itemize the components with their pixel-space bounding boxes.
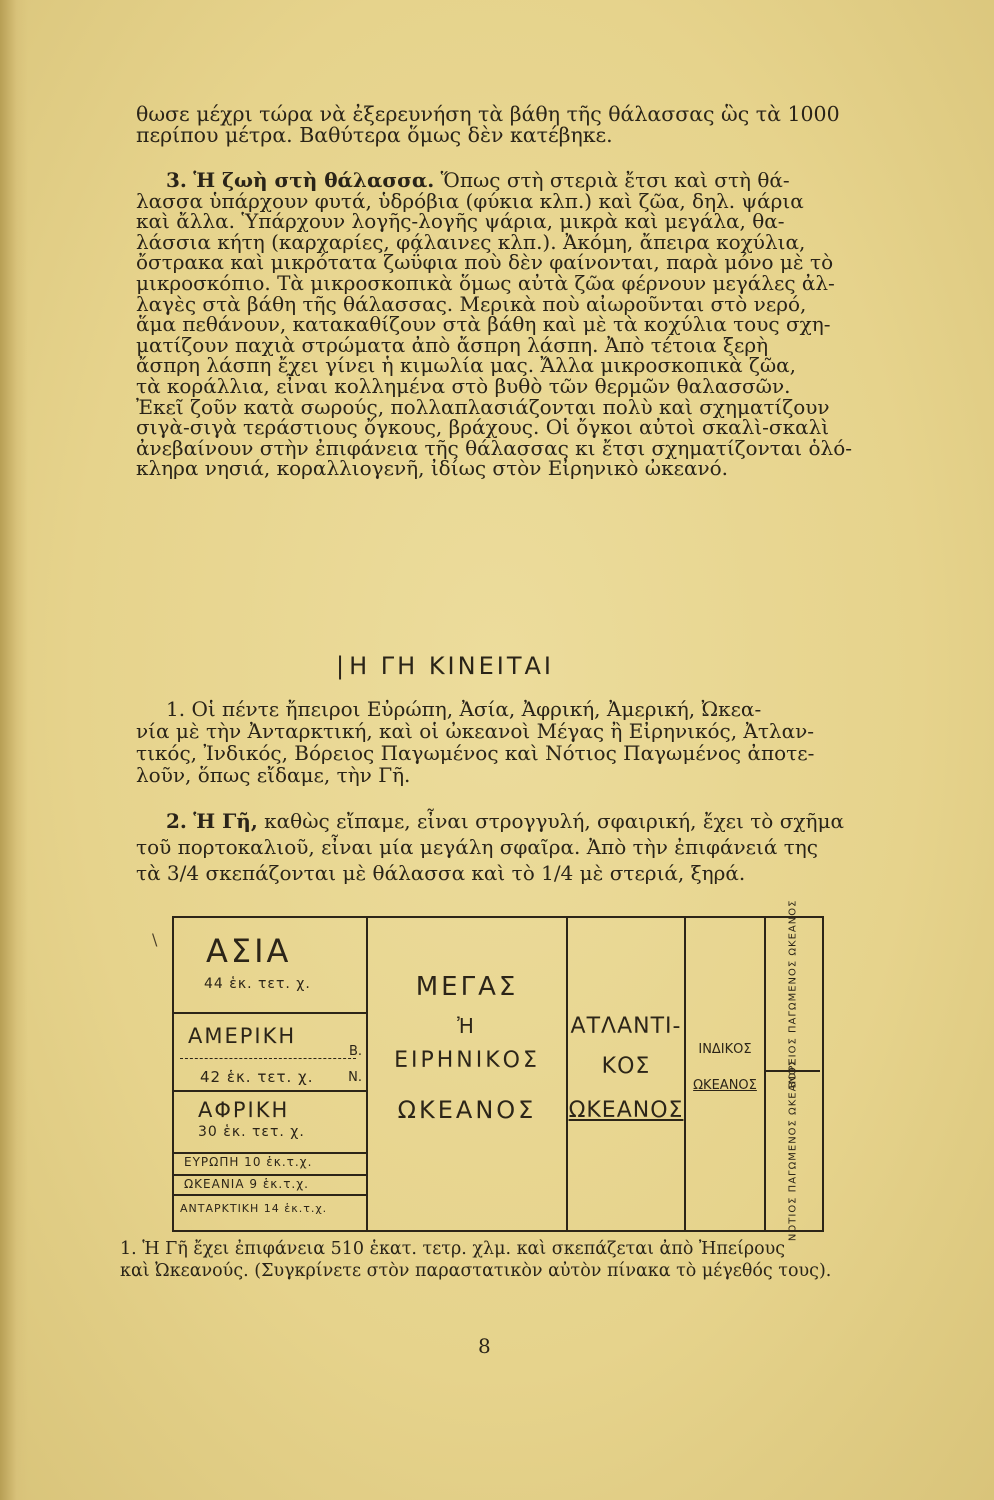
america-divider	[180, 1058, 356, 1059]
atlantic-column	[568, 918, 686, 1230]
north-mark: Β.	[348, 1044, 362, 1059]
europe-label: ΕΥΡΩΠΗ 10 ἑκ.τ.χ.	[184, 1155, 313, 1169]
text-line: λοῦν, ὅπως εἴδαμε, τὴν Γῆ.	[136, 763, 411, 787]
antarctica-cell	[174, 1196, 366, 1228]
stray-mark: \	[152, 930, 158, 949]
arctic-cell	[766, 899, 820, 1089]
page-edge-shadow	[0, 0, 28, 1500]
text-line: ματίζουν παχιὰ στρώματα ἀπὸ ἄσπρη λάσπη. Ἀπὸ τέτοια ξερὴ	[136, 332, 769, 357]
text-line: τὰ 3/4 σκεπάζονται μὲ θάλασσα καὶ τὸ 1/4 μὲ στεριά, ξηρά.	[136, 861, 746, 885]
pacific-line: Ἠ	[457, 1014, 477, 1038]
page-number: 8	[478, 1334, 491, 1358]
atlantic-line: ΚΟΣ	[601, 1054, 651, 1079]
earth-surface-table	[172, 899, 824, 1242]
text-line: Ὅπως στὴ στεριὰ ἔτσι καὶ στὴ θά-	[440, 168, 790, 192]
africa-name: ΑΦΡΙΚΗ	[198, 1098, 290, 1122]
text-line: Οἱ πέντε ἤπειροι Εὐρώπη, Ἀσία, Ἀφρική, Ἀμερική, Ὠκεα-	[191, 697, 762, 721]
chapter-heading	[336, 652, 554, 680]
america-name: ΑΜΕΡΙΚΗ	[188, 1024, 297, 1048]
text-line: ὄστρακα καὶ μικρότατα ζωΰφια ποὺ δὲν φαίνονται, παρὰ μόνο μὲ τὸ	[136, 250, 834, 275]
intro-paragraph	[136, 104, 872, 145]
text-line: λασσα ὑπάρχουν φυτά, ὑδρόβια (φύκια κλπ.) καὶ ζῶα, δηλ. ψάρια	[136, 188, 804, 213]
bracket-mark: |	[336, 652, 348, 680]
text-line: περίπου μέτρα. Βαθύτερα ὅμως δὲν κατέβηκε.	[136, 122, 613, 147]
polar-oceans-column	[766, 899, 820, 1242]
atlantic-line: ΑΤΛΑΝΤΙ-	[570, 1014, 682, 1039]
text-line: μικροσκόπιο. Τὰ μικροσκοπικὰ ὅμως αὐτὰ ζῶα φέρνουν μεγάλες ἀλ-	[136, 270, 835, 295]
caption-line: καὶ Ὠκεανούς. (Συγκρίνετε στὸν παραστατικὸν αὐτὸν πίνακα τὸ μέγεθός τους).	[120, 1261, 832, 1281]
oceania-cell	[174, 1176, 366, 1196]
text-line: τοῦ πορτοκαλιοῦ, εἶναι μία μεγάλη σφαῖρα. Ἀπὸ τὴν ἐπιφάνειά της	[136, 835, 818, 859]
africa-area: 30 ἑκ. τετ. χ.	[198, 1124, 305, 1140]
chapter-heading-text: Η ΓΗ ΚΙΝΕΙΤΑΙ	[349, 652, 554, 680]
america-area: 42 ἑκ. τετ. χ.	[200, 1068, 314, 1086]
section-number: 3.	[166, 168, 187, 192]
antarctica-label: ΑΝΤΑΡΚΤΙΚΗ 14 ἑκ.τ.χ.	[180, 1202, 328, 1215]
antarctic-ocean-cell	[766, 1058, 820, 1242]
asia-cell	[174, 918, 366, 1014]
asia-name: ΑΣΙΑ	[206, 932, 292, 970]
text-line: νία μὲ τὴν Ἀνταρκτική, καὶ οἱ ὠκεανοὶ Μέγας ἢ Εἰρηνικός, Ἀτλαν-	[136, 719, 815, 743]
america-cell	[174, 1014, 366, 1092]
section-title: Ἡ ζωὴ στὴ θάλασσα.	[193, 168, 435, 192]
paragraph-number: 1.	[166, 697, 186, 721]
asia-area: 44 ἑκ. τετ. χ.	[204, 976, 311, 992]
text-line: ἄσπρη λάσπη ἔχει γίνει ἡ κιμωλία μας. Ἄλλα μικροσκοπικὰ ζῶα,	[136, 353, 797, 378]
pacific-line: ΕΙΡΗΝΙΚΟΣ	[394, 1048, 540, 1073]
table-caption	[120, 1238, 880, 1282]
paragraph-2	[136, 808, 872, 886]
text-line: θωσε μέχρι τώρα νὰ ἐξερευνήση τὰ βάθη τῆς θάλασσας ὣς τὰ 1000	[136, 102, 840, 126]
text-line: κληρα νησιά, κοραλλιογενῆ, ἰδίως στὸν Εἰρηνικὸ ὠκεανό.	[136, 456, 729, 481]
continents-column	[174, 918, 368, 1230]
indian-line: ΙΝΔΙΚΟΣ	[698, 1042, 752, 1057]
antarctic-ocean-label: ΝΟΤΙΟΣ ΠΑΓΩΜΕΝΟΣ ΩΚΕΑΝΟΣ	[787, 1058, 799, 1242]
text-line: σιγὰ-σιγὰ τεράστιους ὄγκους, βράχους. Οἱ ὄγκοι αὐτοὶ σκαλὶ-σκαλὶ	[136, 415, 830, 440]
south-mark: Ν.	[348, 1070, 362, 1085]
text-line: ἅμα πεθάνουν, κατακαθίζουν στὰ βάθη καὶ μὲ τὰ κοχύλια τους σχη-	[136, 312, 831, 337]
pacific-line: ΜΕΓΑΣ	[415, 972, 519, 1002]
pacific-line: ΩΚΕΑΝΟΣ	[397, 1096, 537, 1124]
paragraph-number: 2.	[166, 809, 187, 833]
pacific-column	[368, 918, 568, 1230]
paragraph-1	[136, 698, 872, 786]
text-line: Ἐκεῖ ζοῦν κατὰ σωρούς, πολλαπλασιάζονται πολὺ καὶ σχηματίζουν	[136, 394, 830, 419]
oceania-label: ΩΚΕΑΝΙΑ 9 ἑκ.τ.χ.	[184, 1177, 309, 1191]
atlantic-line: ΩΚΕΑΝΟΣ	[568, 1098, 684, 1123]
text-line: λάσσια κήτη (καρχαρίες, φάλαινες κλπ.). Ἀκόμη, ἄπειρα κοχύλια,	[136, 229, 806, 254]
indian-line: ΩΚΕΑΝΟΣ	[693, 1078, 757, 1093]
europe-cell	[174, 1154, 366, 1176]
paragraph-title: Ἡ Γῆ,	[193, 809, 258, 833]
text-line: τικός, Ἰνδικός, Βόρειος Παγωμένος καὶ Νότιος Παγωμένος ἀποτε-	[136, 741, 815, 765]
africa-cell	[174, 1092, 366, 1154]
text-line: καθὼς εἴπαμε, εἶναι στρογγυλή, σφαιρική, ἔχει τὸ σχῆμα	[264, 809, 844, 833]
text-line: τὰ κοράλλια, εἶναι κολλημένα στὸ βυθὸ τῶν θερμῶν θαλασσῶν.	[136, 373, 791, 398]
indian-column	[686, 918, 766, 1230]
text-line: ἀνεβαίνουν στὴν ἐπιφάνεια τῆς θάλασσας κι ἔτσι σχηματίζονται ὁλό-	[136, 435, 853, 460]
caption-line: 1. Ἡ Γῆ ἔχει ἐπιφάνεια 510 ἑκατ. τετρ. χλμ. καὶ σκεπάζεται ἀπὸ Ἠπείρους	[120, 1239, 786, 1259]
text-line: καὶ ἄλλα. Ὑπάρχουν λογῆς-λογῆς ψάρια, μικρὰ καὶ μεγάλα, θα-	[136, 209, 785, 234]
text-line: λαγὲς στὰ βάθη τῆς θάλασσας. Μερικὰ ποὺ αἰωροῦνται στὸ νερό,	[136, 291, 807, 316]
arctic-label: ΒΟΡΕΙΟΣ ΠΑΓΩΜΕΝΟΣ ΩΚΕΑΝΟΣ	[787, 899, 799, 1089]
section-3	[136, 170, 872, 479]
